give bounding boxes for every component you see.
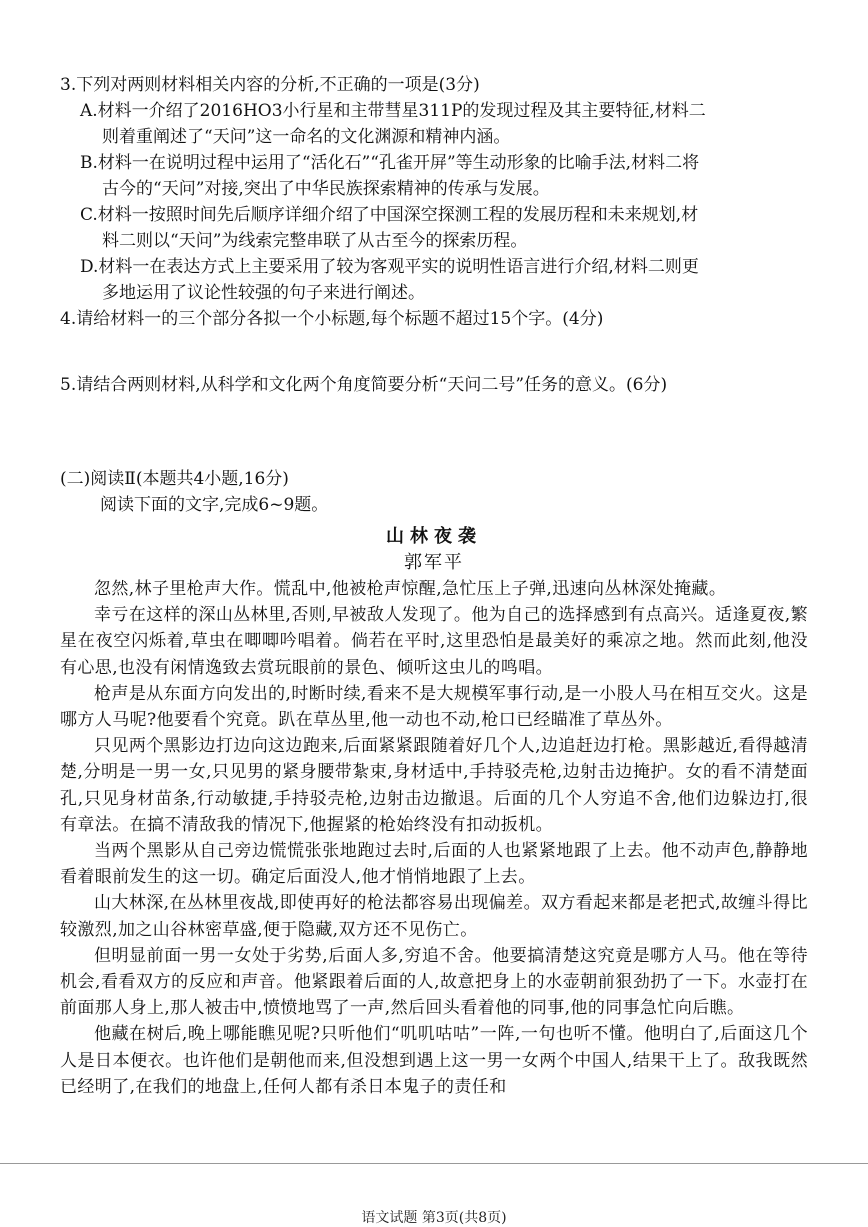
- question-4: 4.请给材料一的三个部分各拟一个小标题,每个标题不超过15个字。(4分): [60, 309, 604, 329]
- story-author: 郭军平: [404, 552, 464, 573]
- story-paragraph: 只见两个黑影边打边向这边跑来,后面紧紧跟随着好几个人,边追赶边打枪。黑影越近,看得越清楚,分明是一男一女,只见男的紧身腰带紮束,身材适中,手持驳壳枪,边射击边掩护。女的看不清楚面孔,只见身材苗条,行动敏捷,手持驳壳枪,边射击边撤退。后面的几个人穷追不舍,他们边躲边打,很有章法。在搞不清敌我的情况下,他握紧的枪始终没有扣动扳机。: [60, 736, 808, 835]
- option-a-line1: A.材料一介绍了2016HO3小行星和主带彗星311P的发现过程及其主要特征,材料二: [80, 101, 706, 121]
- option-c-line2: 料二则以“天问”为线索完整串联了从古至今的探索历程。: [102, 231, 528, 251]
- question-3-stem: 3.下列对两则材料相关内容的分析,不正确的一项是(3分): [60, 75, 480, 95]
- answer-space-q5: [60, 398, 808, 466]
- story-paragraph: 当两个黑影从自己旁边慌慌张张地跑过去时,后面的人也紧紧地跟了上去。他不动声色,静静地看着眼前发生的这一切。确定后面没人,他才悄悄地跟了上去。: [60, 841, 808, 888]
- option-b-line2: 古今的“天问”对接,突出了中华民族探索精神的传承与发展。: [102, 179, 550, 199]
- option-b-line1: B.材料一在说明过程中运用了“活化石”“孔雀开屏”等生动形象的比喻手法,材料二将: [80, 153, 700, 173]
- story-paragraph: 幸亏在这样的深山丛林里,否则,早被敌人发现了。他为自己的选择感到有点高兴。适逢夏夜,繁星在夜空闪烁着,草虫在唧唧吟唱着。倘若在平时,这里恐怕是最美好的乘凉之地。然而此刻,他没有心思,也没有闲情逸致去赏玩眼前的景色、倾听这虫儿的鸣唱。: [60, 605, 808, 678]
- option-a-line2: 则着重阐述了“天问”这一命名的文化渊源和精神内涵。: [102, 127, 511, 147]
- section-heading: (二)阅读Ⅱ(本题共4小题,16分): [60, 469, 289, 489]
- question-5: 5.请结合两则材料,从科学和文化两个角度简要分析“天问二号”任务的意义。(6分): [60, 375, 668, 395]
- story-title: 山林夜袭: [386, 526, 482, 547]
- section-instruction: 阅读下面的文字,完成6~9题。: [100, 495, 329, 515]
- option-d-line2: 多地运用了议论性较强的句子来进行阐述。: [102, 283, 425, 303]
- story-paragraph: 枪声是从东面方向发出的,时断时续,看来不是大规模军事行动,是一小股人马在相互交火。这是哪方人马呢?他要看个究竟。趴在草丛里,他一动也不动,枪口已经瞄准了草丛外。: [60, 683, 808, 731]
- section-reading-2: [60, 466, 808, 518]
- story-paragraph: 但明显前面一男一女处于劣势,后面人多,穷追不舍。他要搞清楚这究竟是哪方人马。他在等待机会,看看双方的反应和声音。他紧跟着后面的人,故意把身上的水壶朝前狠劲扔了一下。水壶打在前面那人身上,那人被击中,愤愤地骂了一声,然后回头看着他的同事,他的同事急忙向后瞧。: [60, 945, 808, 1019]
- question-3: [60, 72, 808, 306]
- story: [60, 524, 808, 1100]
- footer-divider: [0, 1163, 868, 1164]
- page-footer: 语文试题 第3页(共8页): [361, 1210, 507, 1226]
- story-paragraph: 忽然,林子里枪声大作。慌乱中,他被枪声惊醒,急忙压上子弹,迅速向丛林深处掩藏。: [94, 579, 727, 599]
- option-d-line1: D.材料一在表达方式上主要采用了较为客观平实的说明性语言进行介绍,材料二则更: [80, 257, 699, 277]
- option-c-line1: C.材料一按照时间先后顺序详细介绍了中国深空探测工程的发展历程和未来规划,材: [80, 205, 699, 225]
- story-paragraph: 山大林深,在丛林里夜战,即使再好的枪法都容易出现偏差。双方看起来都是老把式,故缠斗得比较激烈,加之山谷林密草盛,便于隐藏,双方还不见伤亡。: [60, 893, 808, 940]
- answer-space-q4: [60, 332, 808, 372]
- story-paragraph: 他藏在树后,晚上哪能瞧见呢?只听他们“叽叽咕咕”一阵,一句也听不懂。他明白了,后面这几个人是日本便衣。也许他们是朝他而来,但没想到遇上这一男一女两个中国人,结果干上了。敌我既然已经明了,在我们的地盘上,任何人都有杀日本鬼子的责任和: [60, 1024, 808, 1097]
